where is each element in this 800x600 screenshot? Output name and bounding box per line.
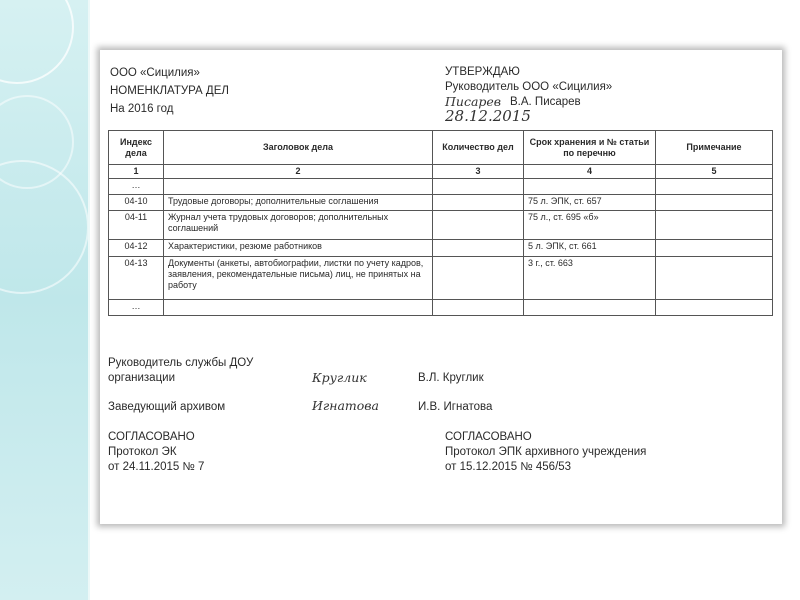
table-header-row — [109, 131, 773, 165]
agreed-left-line2: от 24.11.2015 № 7 — [108, 461, 205, 473]
table-row — [109, 179, 773, 195]
cell-term: 75 л. ЭПК, ст. 657 — [524, 195, 656, 211]
table-row — [109, 211, 773, 240]
head-signature: Писарев — [445, 94, 502, 109]
cell-note — [656, 240, 773, 257]
decorative-ring — [0, 160, 89, 294]
col-header-note: Примечание — [656, 131, 773, 165]
cell-count — [433, 211, 524, 240]
cell-title: Характеристики, резюме работников — [164, 240, 433, 257]
col-header-title: Заголовок дела — [164, 131, 433, 165]
dou-signature: Круглик — [312, 370, 367, 385]
column-number: 1 — [109, 165, 164, 179]
decorative-ring — [0, 0, 74, 84]
archive-name: И.В. Игнатова — [418, 401, 493, 413]
approve-date: 28.12.2015 — [445, 107, 531, 125]
org-name: ООО «Сицилия» — [110, 67, 200, 79]
cell-title: Журнал учета трудовых договоров; дополнительных соглашений — [164, 211, 433, 240]
cell-title: Трудовые договоры; дополнительные соглашения — [164, 195, 433, 211]
cell-count — [433, 179, 524, 195]
cell-term: 75 л., ст. 695 «б» — [524, 211, 656, 240]
cell-index: 04-10 — [109, 195, 164, 211]
column-number: 3 — [433, 165, 524, 179]
table-row — [109, 300, 773, 316]
column-number: 5 — [656, 165, 773, 179]
column-number: 4 — [524, 165, 656, 179]
cell-note — [656, 179, 773, 195]
cell-count — [433, 300, 524, 316]
cell-title — [164, 300, 433, 316]
nomenclature-table — [108, 130, 773, 316]
head-name: В.А. Писарев — [510, 96, 581, 108]
cell-title: Документы (анкеты, автобиографии, листки по учету кадров, заявления, рекомендательные письма) лиц, не принятых на работу — [164, 257, 433, 300]
col-header-term: Срок хранения и № статьи по перечню — [524, 131, 656, 165]
dou-name: В.Л. Круглик — [418, 372, 484, 384]
column-number-row — [109, 165, 773, 179]
agreed-right-line1: Протокол ЭПК архивного учреждения — [445, 446, 647, 458]
dou-position-line1: Руководитель службы ДОУ — [108, 357, 254, 369]
cell-count — [433, 240, 524, 257]
cell-note — [656, 300, 773, 316]
archive-position: Заведующий архивом — [108, 401, 226, 413]
archive-signature: Игнатова — [312, 398, 380, 413]
document-sheet — [100, 50, 782, 524]
cell-note — [656, 195, 773, 211]
decorative-side-panel — [0, 0, 88, 600]
cell-term: 5 л. ЭПК, ст. 661 — [524, 240, 656, 257]
table-row — [109, 195, 773, 211]
cell-title — [164, 179, 433, 195]
cell-index: 04-11 — [109, 211, 164, 240]
cell-index: 04-13 — [109, 257, 164, 300]
cell-term: 3 г., ст. 663 — [524, 257, 656, 300]
agreed-left-title: СОГЛАСОВАНО — [108, 431, 195, 443]
cell-term — [524, 300, 656, 316]
agreed-left-line1: Протокол ЭК — [108, 446, 177, 458]
approve-label: УТВЕРЖДАЮ — [445, 66, 520, 78]
head-position: Руководитель ООО «Сицилия» — [445, 81, 613, 93]
cell-index: 04-12 — [109, 240, 164, 257]
table-row — [109, 240, 773, 257]
column-number: 2 — [164, 165, 433, 179]
cell-index: … — [109, 300, 164, 316]
side-divider — [88, 0, 90, 600]
agreed-right-line2: от 15.12.2015 № 456/53 — [445, 461, 572, 473]
agreed-right-title: СОГЛАСОВАНО — [445, 431, 532, 443]
dou-position-line2: организации — [108, 372, 176, 384]
cell-term — [524, 179, 656, 195]
cell-count — [433, 195, 524, 211]
document-title: НОМЕНКЛАТУРА ДЕЛ — [110, 85, 229, 97]
table-row — [109, 257, 773, 300]
col-header-index: Индекс дела — [109, 131, 164, 165]
cell-note — [656, 257, 773, 300]
cell-index: … — [109, 179, 164, 195]
document-year: На 2016 год — [110, 103, 174, 115]
cell-note — [656, 211, 773, 240]
col-header-count: Количество дел — [433, 131, 524, 165]
cell-count — [433, 257, 524, 300]
